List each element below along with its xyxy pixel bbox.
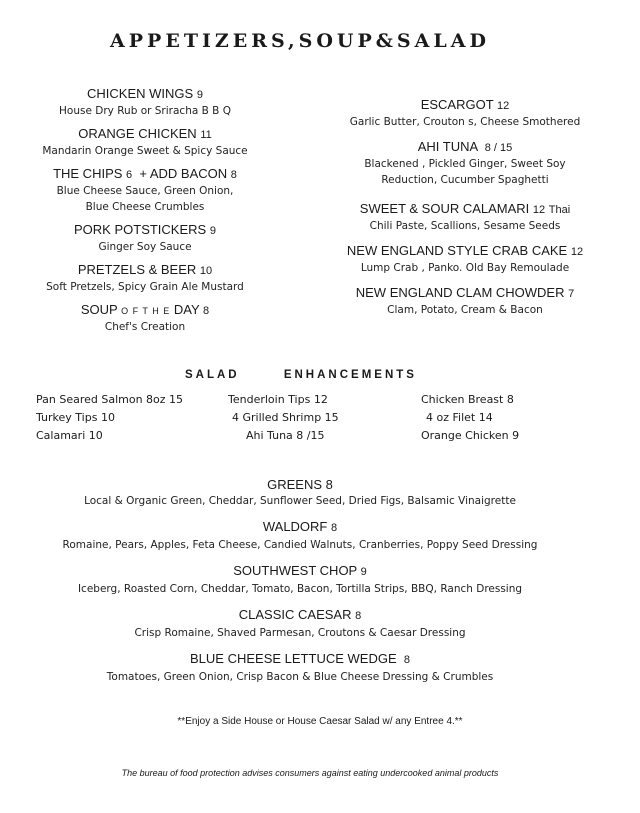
menu-title: APPETIZERS,SOUP&SALAD (110, 30, 490, 52)
item-name: SWEET & SOUR CALAMARI (359, 201, 530, 216)
item-desc: Mandarin Orange Sweet & Spicy Sauce (42, 145, 248, 157)
item-price: 8 (403, 654, 410, 666)
enhancement-item: Orange Chicken 9 (421, 429, 520, 442)
enhancements-label-b: ENHANCEMENTS (283, 369, 417, 381)
enhancements-column-3 (421, 391, 519, 445)
item-desc: Blue Cheese Sauce, Green Onion, (56, 185, 234, 197)
menu-item-escargot (330, 97, 600, 130)
item-desc: Iceberg, Roasted Corn, Cheddar, Tomato, Bacon, Tortilla Strips, BBQ, Ranch Dressing (77, 583, 523, 595)
enhancement-item: Turkey Tips 10 (36, 411, 115, 424)
item-price: 12 (532, 204, 546, 216)
item-desc: Blue Cheese Crumbles (85, 201, 205, 213)
item-desc: Local & Organic Green, Cheddar, Sunflower Seed, Dried Figs, Balsamic Vinaigrette (84, 495, 516, 507)
item-name: CLASSIC CAESAR (238, 607, 352, 622)
item-price: 10 (199, 265, 213, 277)
salads-section (0, 476, 600, 694)
item-name-c: DAY (173, 302, 200, 317)
item-price: 12 (497, 100, 510, 112)
salad-enhancements-heading (130, 369, 470, 381)
item-desc: Soft Pretzels, Spicy Grain Ale Mustard (46, 281, 244, 293)
enhancement-item: Ahi Tuna 8 /15 (246, 429, 325, 442)
salad-blue-cheese-wedge (0, 650, 600, 686)
item-name: THE CHIPS (53, 166, 123, 181)
item-addon-price: 8 (230, 169, 237, 181)
item-price: 12 (570, 246, 584, 258)
item-desc: Chef's Creation (104, 321, 186, 333)
item-name: ESCARGOT (420, 97, 494, 112)
item-name: AHI TUNA (417, 139, 478, 154)
item-name: NEW ENGLAND STYLE CRAB CAKE (346, 243, 568, 258)
item-name: PRETZELS & BEER (77, 262, 197, 277)
enhancements-column-1 (36, 391, 183, 445)
enhancement-item: 4 oz Filet 14 (426, 411, 493, 424)
menu-item-soup-of-the-day (20, 302, 270, 335)
menu-item-orange-chicken (20, 126, 270, 159)
item-name: NEW ENGLAND CLAM CHOWDER (355, 285, 565, 300)
menu-item-ahi-tuna (330, 139, 600, 188)
menu-item-clam-chowder (330, 285, 600, 318)
item-desc: Tomatoes, Green Onion, Crisp Bacon & Blue Cheese Dressing & Crumbles (106, 671, 494, 683)
enhancement-item: Calamari 10 (36, 429, 103, 442)
enhancement-item: Chicken Breast 8 (421, 393, 514, 406)
item-name-b: O F T H E (121, 306, 171, 316)
food-safety-disclaimer: The bureau of food protection advises consumers against eating undercooked animal products (121, 768, 499, 778)
item-desc: Blackened , Pickled Ginger, Sweet Soy (364, 158, 566, 170)
menu-item-crab-cake (330, 243, 600, 276)
item-price: 8 (203, 305, 210, 317)
item-desc: Garlic Butter, Crouton s, Cheese Smothered (349, 116, 581, 128)
salad-classic-caesar (0, 606, 600, 642)
enhancements-label-a: SALAD (185, 369, 240, 381)
item-price: 8 (355, 610, 362, 622)
item-price: 8 (331, 522, 338, 534)
item-desc: Lump Crab , Panko. Old Bay Remoulade (360, 262, 570, 274)
item-price: 8 (325, 477, 333, 492)
menu-item-pork-potstickers (20, 222, 270, 255)
item-name-a: SOUP (80, 302, 118, 317)
salad-southwest-chop (0, 562, 600, 598)
enhancement-item: Tenderloin Tips 12 (228, 393, 328, 406)
menu-item-chicken-wings (20, 86, 270, 119)
right-appetizer-column (330, 97, 600, 318)
item-desc: House Dry Rub or Sriracha B B Q (59, 105, 231, 117)
enhancement-item: Pan Seared Salmon 8oz 15 (36, 393, 184, 406)
item-desc: Reduction, Cucumber Spaghetti (381, 174, 549, 186)
side-salad-note: **Enjoy a Side House or House Caesar Salad w/ any Entree 4.** (177, 716, 463, 727)
item-price: 7 (568, 288, 575, 300)
item-price: 8 / 15 (484, 142, 513, 154)
item-name: WALDORF (262, 519, 328, 534)
item-name: SOUTHWEST CHOP (233, 563, 357, 578)
item-price: 9 (360, 566, 367, 578)
item-name: PORK POTSTICKERS (74, 222, 207, 237)
left-appetizer-column (20, 86, 270, 335)
enhancement-item: 4 Grilled Shrimp 15 (232, 411, 339, 424)
item-name: CHICKEN WINGS (87, 86, 194, 101)
item-name: BLUE CHEESE LETTUCE WEDGE (190, 651, 397, 666)
item-addon: + ADD BACON (139, 166, 228, 181)
item-price: 9 (209, 225, 216, 237)
item-name: ORANGE CHICKEN (78, 126, 197, 141)
item-price: 11 (200, 129, 212, 141)
item-desc: Ginger Soy Sauce (98, 241, 192, 253)
item-desc: Clam, Potato, Cream & Bacon (387, 304, 543, 316)
item-desc: Crisp Romaine, Shaved Parmesan, Croutons & Caesar Dressing (134, 627, 466, 639)
item-price-note: Thai (548, 204, 571, 216)
item-price: 9 (196, 89, 203, 101)
item-price: 6 (126, 169, 133, 181)
salad-waldorf (0, 518, 600, 554)
menu-item-calamari (330, 201, 600, 234)
item-name: GREENS (267, 477, 323, 492)
item-desc: Chili Paste, Scallions, Sesame Seeds (369, 220, 561, 232)
item-desc: Romaine, Pears, Apples, Feta Cheese, Candied Walnuts, Cranberries, Poppy Seed Dressing (62, 539, 538, 551)
enhancements-column-2 (228, 391, 339, 445)
menu-item-the-chips (20, 166, 270, 215)
salad-greens (0, 476, 600, 510)
menu-item-pretzels-beer (20, 262, 270, 295)
